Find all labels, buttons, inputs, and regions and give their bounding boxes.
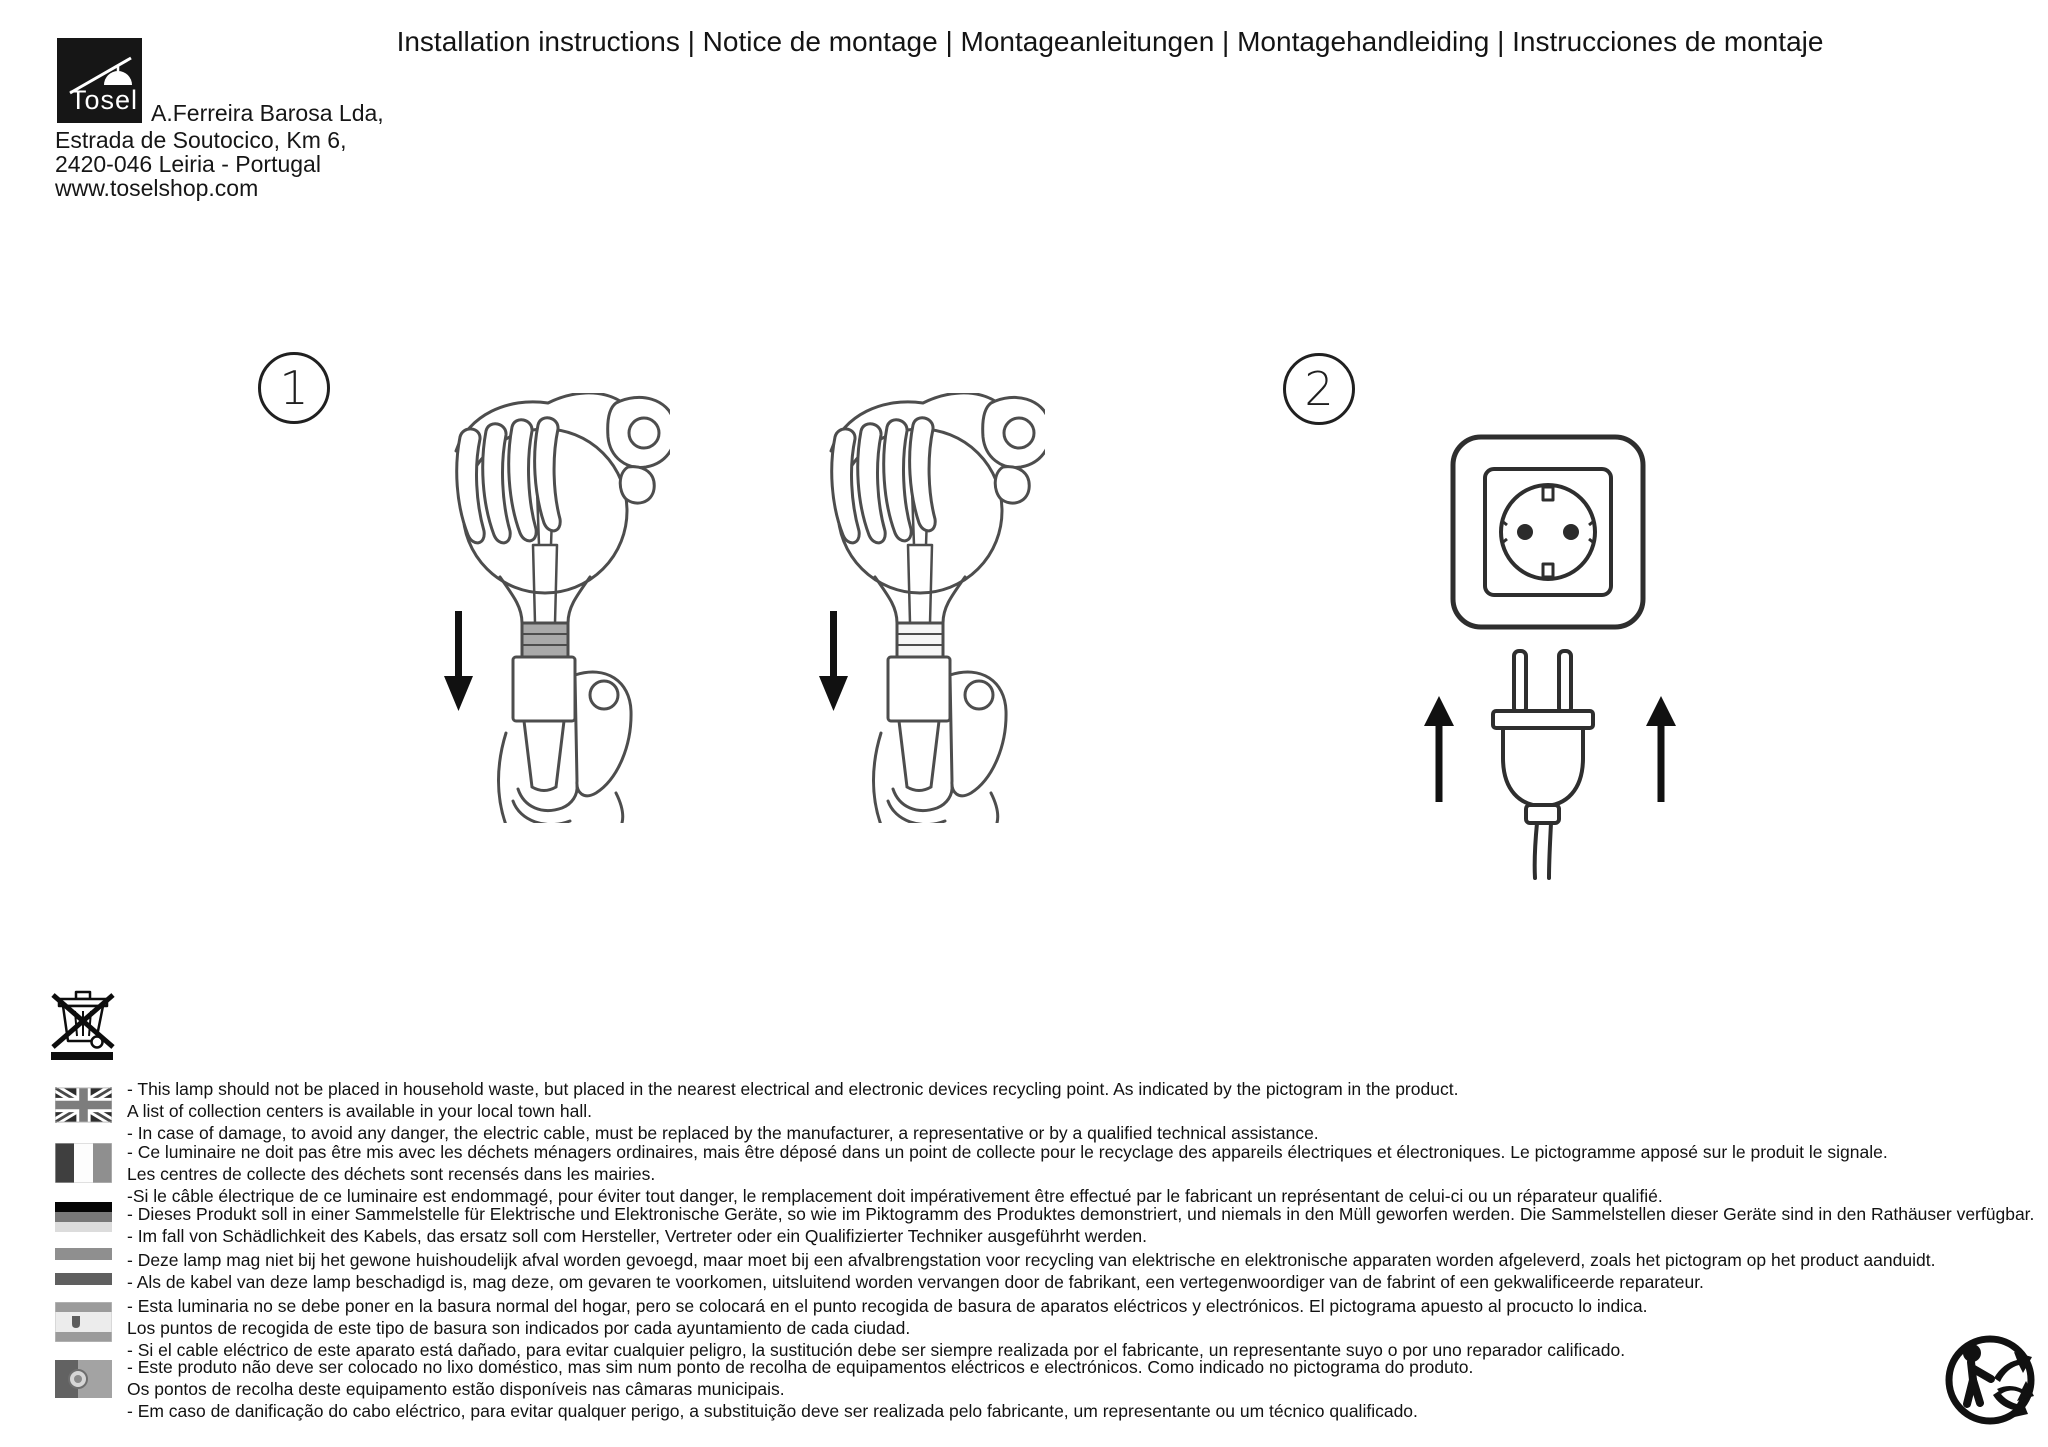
notice-de-line: - Dieses Produkt soll in einer Sammelstelle für Elektrische und Elektronische Geräte, so wie im Piktogramm des Produktes demonstriert, und niemals in den Müll geworfen werden. Die Sammelstellen dieser Geräte sind in den Rathäuser verfügbar. [127, 1204, 2035, 1224]
notice-es-line: - Esta luminaria no se debe poner en la basura normal del hogar, pero se colocará en el punto recogida de basura de aparatos eléctricos y electrónicos. El pictograma apuesto al procucto lo indica. [127, 1296, 1648, 1316]
power-plug-illustration [1490, 648, 1600, 880]
notice-es-line: Los puntos de recogida de este tipo de basura son indicados por cada ayuntamiento de cada ciudad. [127, 1318, 911, 1338]
tosel-logo [57, 38, 142, 123]
notice-fr [127, 1141, 1888, 1207]
notice-en-line: - This lamp should not be placed in household waste, but placed in the nearest electrical and electronic devices recycling point. As indicated by the pictogram in the product. [127, 1079, 1459, 1099]
step-1-digit: 1 [279, 361, 309, 415]
address-city: 2420-046 Leiria - Portugal [55, 151, 321, 177]
notice-pt-line: - Este produto não deve ser colocado no lixo doméstico, mas sim num ponto de recolha de equipamentos eléctricos e electrónicos. Como indicado no pictograma do produto. [127, 1357, 1474, 1377]
notice-nl-line: - Als de kabel van deze lamp beschadigd is, mag deze, om gevaren te voorkomen, uitsluitend worden vervangen door de fabrikant, een vertegenwoordiger van de fabrint of een gekwalificeerde reparateur. [127, 1272, 1704, 1292]
notice-pt-line: - Em caso de danificação do cabo eléctrico, para evitar qualquer perigo, a substituição deve ser realizada pelo fabricante, um representante ou um técnico qualificado. [127, 1401, 1418, 1421]
notice-de-line: - Im fall von Schädlichkeit des Kabels, das ersatz soll com Hersteller, Vertreter oder ein Qualifizierter Techniker ausgeführht werden. [127, 1226, 1148, 1246]
notice-fr-line: - Ce luminaire ne doit pas être mis avec les déchets ménagers ordinaires, mais être déposé dans un point de collecte pour le recyclage des appareils électriques et électroniques. Le pictogramme apposé sur le produit le signale. [127, 1142, 1888, 1162]
portugal-flag-icon [55, 1360, 112, 1398]
website-url: www.toselshop.com [55, 175, 259, 201]
notice-fr-line: -Si le câble électrique de ce luminaire est endommagé, pour éviter tout danger, le remplacement doit impérativement être effectué par le fabricant un représentant de celui-ci ou un réparateur qualifié. [127, 1186, 1663, 1206]
down-arrow-icon [819, 611, 848, 711]
address-street: Estrada de Soutocico, Km 6, [55, 127, 347, 153]
notice-fr-line: Les centres de collecte des déchets sont recensés dans les mairies. [127, 1164, 656, 1184]
notice-pt-line: Os pontos de recolha deste equipamento estão disponíveis nas câmaras municipais. [127, 1379, 785, 1399]
notice-es [127, 1295, 1647, 1361]
weee-underline-bar [51, 1052, 113, 1060]
notice-pt [127, 1356, 1473, 1422]
netherlands-flag-icon [55, 1248, 112, 1285]
france-flag-icon [55, 1143, 112, 1183]
up-arrow-icon [1646, 696, 1676, 804]
step-1-number [258, 352, 330, 424]
spain-flag-icon [55, 1302, 112, 1342]
notice-es-line: - Si el cable eléctrico de este aparato está dañado, para evitar cualquier peligro, la sustitución debe ser siempre realizada por el fabricante, un representante suyo o por uno reparador calificado. [127, 1340, 1626, 1360]
notice-en-line: - In case of damage, to avoid any danger, the electric cable, must be replaced by the manufacturer, a representative or by a qualified technical assistance. [127, 1123, 1319, 1143]
notice-de [127, 1203, 2034, 1247]
notice-nl-line: - Deze lamp mag niet bij het gewone huishoudelijk afval worden gevoegd, maar moet bij een afvalbrengstation voor recycling van elektrische en elektronische apparaten worden afgeleverd, zoals het pictogram op het product aanduidt. [127, 1250, 1936, 1270]
notice-nl [127, 1249, 1935, 1293]
page-title: Installation instructions | Notice de montage | Montageanleitungen | Montagehandleiding | Instrucciones de montaje [396, 26, 1824, 57]
step-2-number [1283, 353, 1355, 425]
logo-text: Tosel [70, 85, 139, 115]
bulb-install-illustration-2 [795, 393, 1045, 823]
bulb-install-illustration-1 [420, 393, 670, 823]
up-arrow-icon [1424, 696, 1454, 804]
crossed-out-wheelie-bin-icon [51, 981, 115, 1049]
address-company: A.Ferreira Barosa Lda, [151, 100, 384, 126]
down-arrow-icon [444, 611, 473, 711]
step-2-digit: 2 [1304, 362, 1334, 416]
germany-flag-icon [55, 1202, 112, 1232]
wall-socket-illustration [1448, 432, 1648, 632]
notice-en-line: A list of collection centers is available in your local town hall. [127, 1101, 592, 1121]
notice-en [127, 1078, 1458, 1144]
united-kingdom-flag-icon [55, 1087, 112, 1123]
triman-recycling-icon [1942, 1332, 2038, 1428]
